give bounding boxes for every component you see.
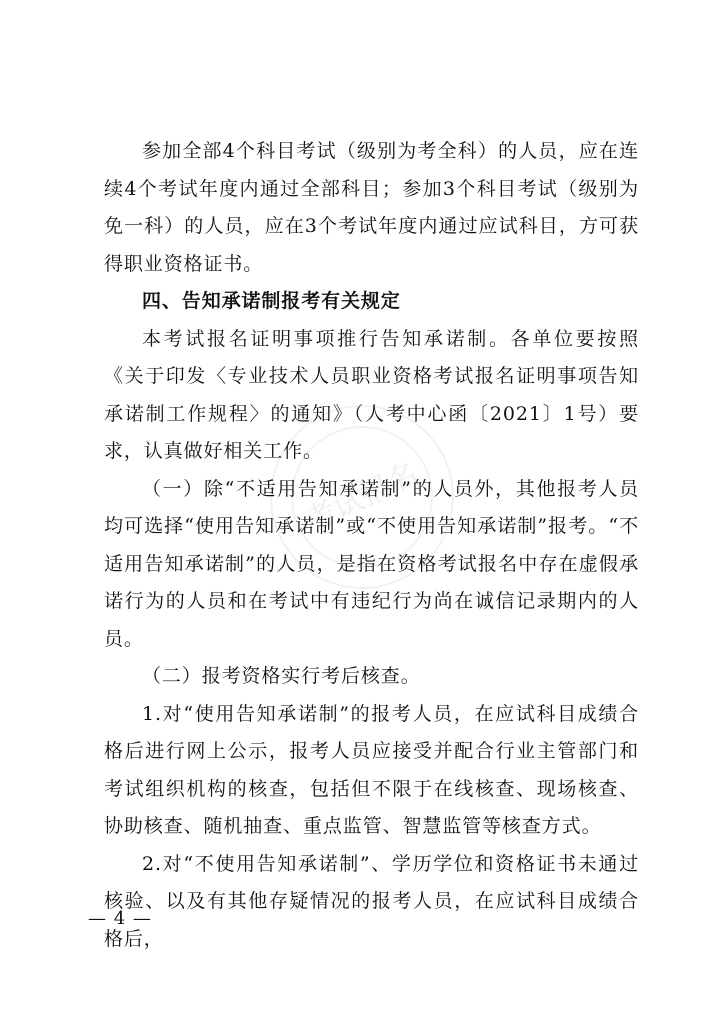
section-heading-commitment: 四、告知承诺制报考有关规定 [142, 290, 401, 312]
watermark-text: 考试报名 [300, 456, 424, 539]
paragraph-item-1: （一）除“不适用告知承诺制”的人员外，其他报考人员均可选择“使用告知承诺制”或“不使用告知承诺制”报考。“不适用告知承诺制”的人员，是指在资格考试报名中存在虚假承诺行为的人员和在考试中有违纪行为尚在诚信记录期内的人员。 [104, 477, 639, 650]
paragraph-subitem-2: 2.对“不使用告知承诺制”、学历学位和资格证书未通过核验、以及有其他存疑情况的报考人员，在应试科目成绩合格后， [104, 852, 639, 950]
document-body [104, 133, 639, 958]
paragraph-item-2: （二）报考资格实行考后核查。 [142, 665, 421, 687]
page-number: — 4 — [88, 908, 152, 929]
paragraph-commitment-intro: 本考试报名证明事项推行告知承诺制。各单位要按照《关于印发〈专业技术人员职业资格考试报名证明事项告知承诺制工作规程〉的通知》（人考中心函〔2021〕1号）要求，认真做好相关工作。 [104, 327, 639, 462]
paragraph-exam-pass-rule: 参加全部4个科目考试（级别为考全科）的人员，应在连续4个考试年度内通过全部科目；参加3个科目考试（级别为免一科）的人员，应在3个考试年度内通过应试科目，方可获得职业资格证书。 [104, 140, 639, 275]
paragraph-subitem-1: 1.对“使用告知承诺制”的报考人员，在应试科目成绩合格后进行网上公示，报考人员应接受并配合行业主管部门和考试组织机构的核查，包括但不限于在线核查、现场核查、协助核查、随机抽查、重点监管、智慧监管等核查方式。 [104, 702, 639, 837]
